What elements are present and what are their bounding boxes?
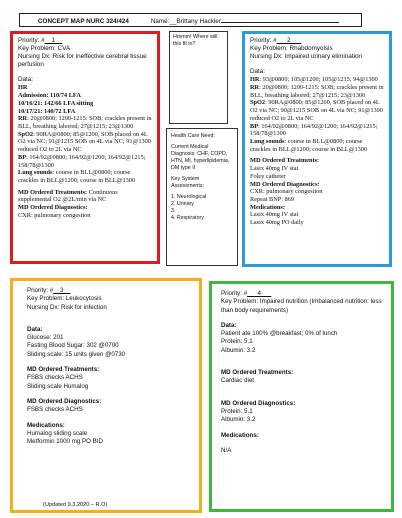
system-item: 3. [171, 208, 176, 214]
data-label: Data: [18, 76, 34, 84]
system-item: 4. Respiratory [171, 215, 204, 221]
treatments-label: MD Ordered Treatments: [27, 366, 100, 374]
hmm-box[interactable] [169, 31, 228, 124]
data-label: Data: [27, 325, 43, 333]
health-care-need-box[interactable] [166, 128, 238, 266]
nursing-dx[interactable]: Nursing Dx: Impaired urinary elimination [250, 53, 362, 61]
name-value[interactable]: __Brittany Hackler [169, 18, 221, 25]
treatment-item[interactable]: FSBS checks ACHS [27, 374, 83, 382]
treatments-line: MD Ordered Treatments: Continuous supplemental O2 @2L/min via NC [18, 188, 118, 204]
data-item[interactable]: Albumin: 3.2 [221, 346, 256, 354]
key-problem[interactable]: Key Problem: Impaired nutrition (Imbalanced nutrition: less than body requirements) [221, 298, 382, 314]
diagnostics-label: MD Ordered Diagnostics: [250, 180, 320, 188]
treatment-item: Lasix 40mg IV stat [250, 165, 299, 173]
system-item: 1. Neurological [171, 194, 207, 200]
current-diagnosis: Current Medical Diagnosis: CHF, COPD, HTN, MI, hyperlipidemia, DM type II [171, 144, 230, 171]
spo2-line: SpO2: 90RA@0800; 85@1200, SOB placed on 4L O2 via NC; 91@1215 SOB on 4L via NC; 91@1300 reduced O2 to 2L via NC [18, 130, 151, 154]
diagnostic-item[interactable]: Protein: 5.1 [221, 407, 253, 415]
diagnostics-line: CXR: pulmonary congestion [18, 211, 91, 219]
priority-card-1 [10, 31, 160, 264]
systems-title: Key System Assessments: [171, 176, 204, 189]
priority-label: Priority: # [27, 287, 54, 294]
priority-number[interactable]: ___4___ [247, 290, 272, 297]
system-item: 2. Urinary [171, 201, 194, 207]
bp-line: BP: 164/92@0800; 164/92@1200; 164/92@1215; 158/78@1300 [18, 153, 146, 169]
key-problem[interactable]: Key Problem: CVA [18, 45, 71, 53]
lung-sounds-line: Lung sounds: course in BLL@0800; course crackles in BLL@1200; course in BLL@1300 [250, 138, 368, 153]
hr-label: HR [18, 84, 28, 92]
priority-line [250, 37, 384, 45]
priority-label: Priority: # [250, 37, 277, 44]
priority-number[interactable]: ___2___ [276, 37, 302, 44]
name-label: Name: [150, 18, 170, 25]
hr-line: Admission: 110/74 LFA [18, 92, 81, 100]
hr-line: HR: 93@0800; 105@1200; 105@1215; 94@1300 [250, 76, 378, 84]
bp-line: BP: 164/92@0800; 164/92@1200; 164/92@1215; 158/78@1300 [250, 122, 378, 138]
data-item[interactable]: Patient ate 100% @breakfast; 0% of lunch [221, 330, 338, 338]
lung-sounds-line: Lung sounds: course in BLL@0800; course crackles in BLL@1200; course in BLL@1300 [18, 169, 136, 184]
medications-label: Medications: [27, 421, 65, 429]
hr-line: 10/17/21: 140/72 LFA [18, 107, 76, 115]
priority-label: Priority: # [18, 37, 45, 44]
priority-line [27, 287, 185, 295]
data-item[interactable]: Glucose: 201 [27, 334, 64, 342]
medications-label: Medications: [250, 203, 285, 211]
medication-item[interactable]: N/A [221, 446, 232, 454]
diagnostic-item[interactable]: Albumin: 3.2 [221, 416, 256, 424]
hmm-text: Hmmm! Where will this fit in? [173, 34, 218, 47]
key-problem[interactable]: Key Problem: Leukocytosis [27, 295, 102, 303]
header-title: CONCEPT MAP NURC 324/424 [38, 18, 129, 25]
treatments-label: MD Ordered Treatments: [250, 157, 320, 165]
priority-card-2 [242, 31, 392, 267]
priority-card-4 [209, 281, 394, 512]
diagnostic-item: Repeat BNP: 869 [250, 195, 295, 203]
medication-item: Lasix 40mg PO daily [250, 219, 304, 227]
name-underline [221, 16, 339, 23]
diagnostics-label: MD Ordered Diagnostics: [27, 397, 102, 405]
medication-item[interactable]: Metformin 1000 mg PO BID [27, 438, 103, 446]
diagnostics-label: MD Ordered Diagnostics: [221, 399, 296, 407]
treatment-item: Foley catheter [250, 172, 286, 180]
diagnostic-item[interactable]: FSBS checks ACHS [27, 406, 83, 414]
priority-line [221, 290, 382, 298]
card2-data-block[interactable] [250, 76, 384, 226]
nursing-dx[interactable]: Nursing Dx: Risk for infection [27, 303, 107, 311]
card1-data-block[interactable] [18, 84, 152, 219]
hr-line: 10/16/21: 142/66 LFA sitting [18, 99, 94, 107]
data-label: Data: [250, 68, 266, 76]
rr-line: RR: 20@0800; 1200-1215: SOB; crackles present in BLL, breathing labored; 27@1215; 23@1300 [250, 84, 384, 99]
priority-number[interactable]: __3__ [53, 287, 71, 294]
treatment-item[interactable]: Sliding scale Humalog [27, 382, 89, 390]
medication-item: Lasix 40mg IV stat [250, 211, 299, 219]
treatments-label: MD Ordered Treatments: [221, 369, 294, 377]
diagnostic-item: CXR: pulmonary congestion [250, 188, 323, 196]
priority-line [18, 37, 152, 45]
diagnostics-label: MD Ordered Diagnostics: [18, 204, 88, 212]
treatment-item[interactable]: Cardiac diet [221, 377, 255, 385]
nursing-dx[interactable]: Nursing Dx: Risk for ineffective cerebral tissue perfusion [18, 53, 147, 69]
priority-card-3 [10, 278, 202, 513]
spo2-line: SpO2: 90RA@0800; 85@1200, SOB placed on 4L O2 via NC; 90@1215 SOB on 4L via NC; 91@1300 reduced O2 to 2L via NC [250, 99, 383, 122]
data-item[interactable]: Fasting Blood Sugar: 302 @0700 [27, 342, 119, 350]
key-problem[interactable]: Key Problem: Rhabdomyolsis [250, 45, 333, 53]
medications-label: Medications: [221, 431, 259, 439]
priority-number[interactable]: __1__ [44, 37, 63, 44]
medication-item[interactable]: Humalog sliding scale [27, 429, 88, 437]
data-item[interactable]: Protein: 5.1 [221, 338, 253, 346]
data-item[interactable]: Sliding scale: 15 units given @0730 [27, 350, 126, 358]
priority-label: Priority: # [221, 290, 248, 297]
rr-line: RR: 20@0800; 1200-1215: SOB; crackles present in BLL, breathing labored; 27@1215; 23@1300 [18, 115, 152, 130]
page-header [19, 13, 362, 27]
care-title: Health Care Need: [171, 133, 215, 139]
data-label: Data: [221, 321, 237, 329]
footer-note: (Updated 9.3.2020 – R.O) [43, 502, 108, 508]
